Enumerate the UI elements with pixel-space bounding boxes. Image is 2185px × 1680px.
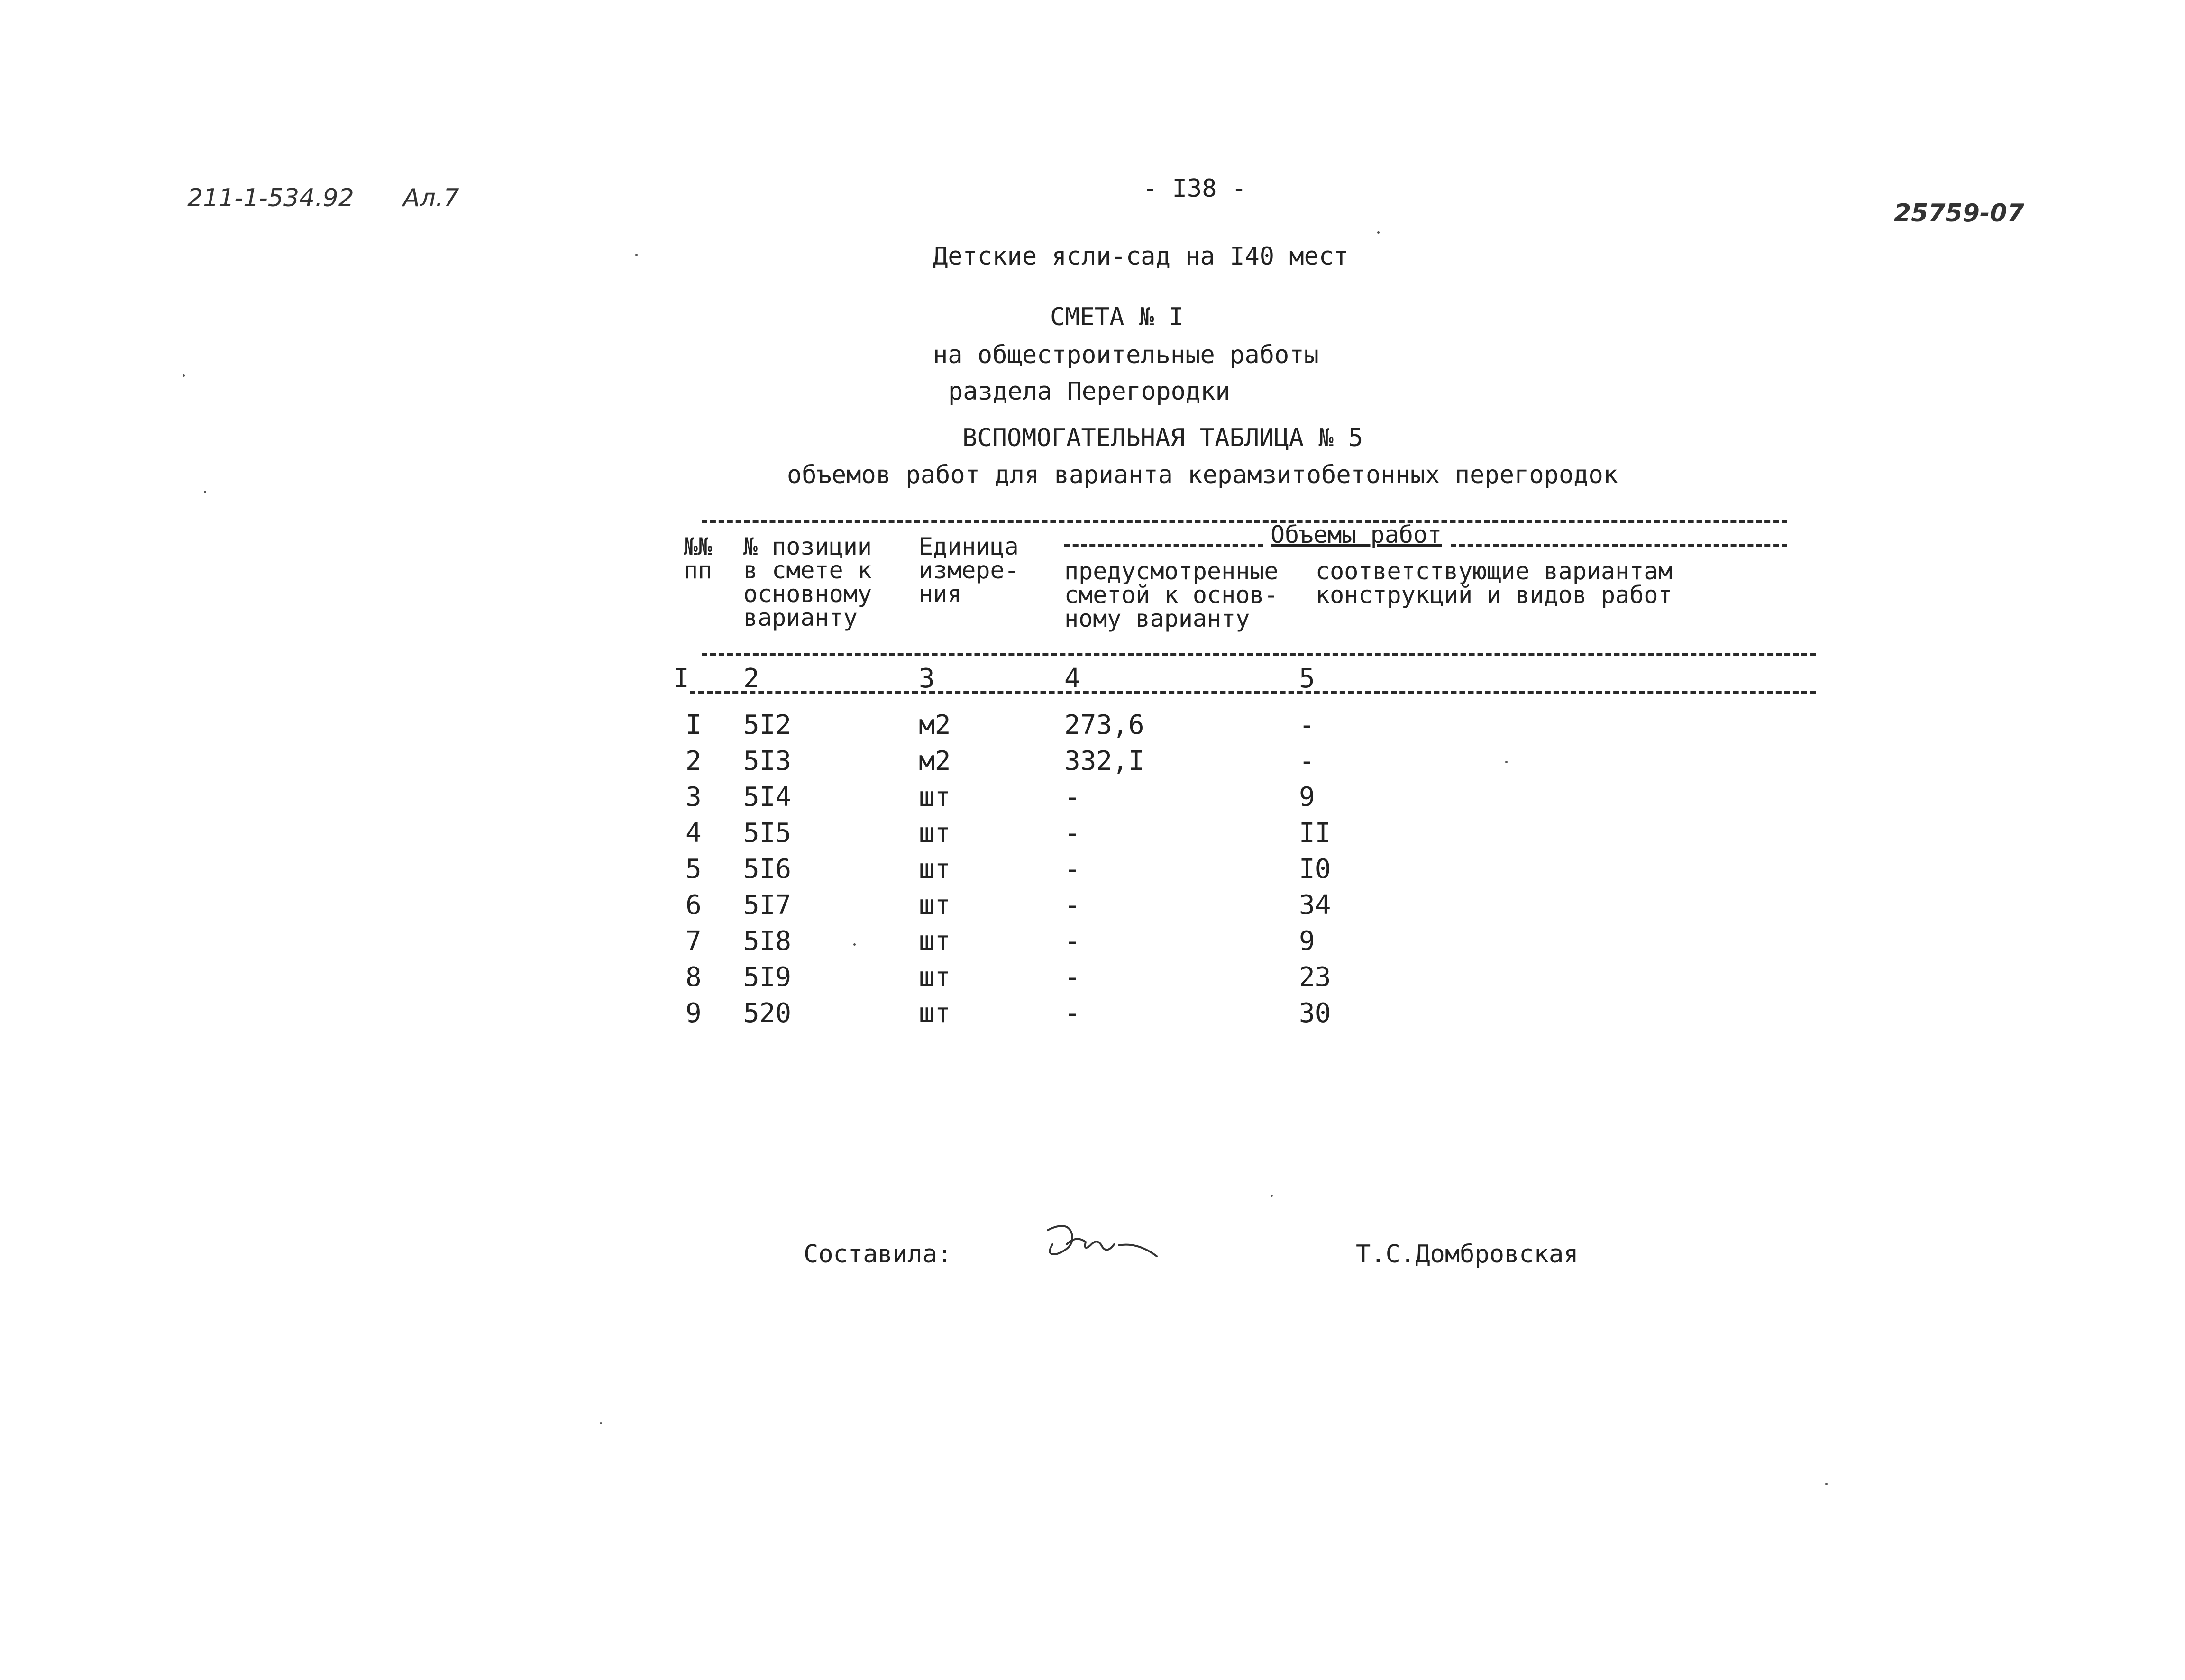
row-unit: м2 — [919, 746, 951, 776]
row-base-volume: 332,I — [1064, 746, 1144, 776]
title-building: Детские ясли-сад на I40 мест — [933, 242, 1349, 271]
row-base-volume: 273,6 — [1064, 710, 1144, 740]
row-unit: шт — [919, 998, 951, 1029]
row-position: 5I5 — [743, 818, 792, 849]
group-rule-left — [1064, 544, 1263, 547]
header-number: №№ пп — [684, 533, 713, 584]
row-number: I — [686, 710, 702, 740]
row-base-volume: - — [1064, 782, 1080, 813]
row-base-volume: - — [1064, 998, 1080, 1029]
scan-speck — [183, 374, 185, 377]
row-position: 520 — [743, 998, 792, 1029]
row-variant-volume: - — [1299, 710, 1315, 740]
row-variant-volume: II — [1299, 818, 1331, 849]
row-variant-volume: 34 — [1299, 890, 1331, 921]
title-aux-table: ВСПОМОГАТЕЛЬНАЯ ТАБЛИЦА № 5 — [962, 424, 1363, 452]
row-variant-volume: 9 — [1299, 782, 1315, 813]
column-number: 4 — [1064, 663, 1080, 694]
row-unit: шт — [919, 782, 951, 813]
row-base-volume: - — [1064, 818, 1080, 849]
row-position: 5I3 — [743, 746, 792, 776]
page-number: - I38 - — [1143, 174, 1247, 203]
row-position: 5I2 — [743, 710, 792, 740]
compiler-name: Т.С.Домбровская — [1356, 1240, 1579, 1269]
row-variant-volume: 23 — [1299, 962, 1331, 993]
column-number: 2 — [743, 663, 759, 694]
title-works: на общестроительные работы — [933, 341, 1319, 369]
compiled-by-label: Составила: — [804, 1240, 952, 1269]
row-unit: м2 — [919, 710, 951, 740]
signature-mark — [1038, 1216, 1171, 1273]
column-number: I — [673, 663, 689, 694]
header-bottom-rule — [702, 653, 1816, 656]
header-position: № позиции в смете к основному варианту — [743, 533, 872, 631]
row-variant-volume: 9 — [1299, 926, 1315, 957]
title-section: раздела Перегородки — [948, 377, 1230, 406]
scan-speck — [1271, 1195, 1273, 1197]
corner-right-code: 25759-07 — [1894, 199, 2024, 228]
row-variant-volume: 30 — [1299, 998, 1331, 1029]
title-volumes: объемов работ для варианта керамзитобетонных перегородок — [787, 461, 1618, 489]
corner-left-code: 211-1-534.92 — [187, 184, 354, 212]
scan-speck — [600, 1422, 602, 1424]
row-unit: шт — [919, 854, 951, 885]
row-unit: шт — [919, 890, 951, 921]
row-base-volume: - — [1064, 926, 1080, 957]
row-number: 5 — [686, 854, 702, 885]
header-variant-constructions: соответствующие вариантам конструкций и видов работ — [1316, 557, 1673, 609]
row-base-volume: - — [1064, 854, 1080, 885]
row-number: 8 — [686, 962, 702, 993]
row-position: 5I6 — [743, 854, 792, 885]
row-position: 5I4 — [743, 782, 792, 813]
row-variant-volume: - — [1299, 746, 1315, 776]
header-unit: Единица измере- ния — [919, 533, 1019, 608]
scan-speck — [1377, 231, 1380, 234]
row-base-volume: - — [1064, 962, 1080, 993]
row-unit: шт — [919, 818, 951, 849]
column-number: 5 — [1299, 663, 1315, 694]
column-numbers-rule — [690, 691, 1816, 694]
table-top-rule — [702, 520, 1787, 523]
row-number: 3 — [686, 782, 702, 813]
scan-speck — [635, 254, 638, 256]
row-position: 5I9 — [743, 962, 792, 993]
row-base-volume: - — [1064, 890, 1080, 921]
row-number: 9 — [686, 998, 702, 1029]
row-unit: шт — [919, 926, 951, 957]
row-unit: шт — [919, 962, 951, 993]
row-number: 4 — [686, 818, 702, 849]
corner-left-album: Ал.7 — [403, 184, 459, 212]
row-position: 5I8 — [743, 926, 792, 957]
column-number: 3 — [919, 663, 935, 694]
row-number: 6 — [686, 890, 702, 921]
scan-speck — [1505, 761, 1508, 763]
row-number: 2 — [686, 746, 702, 776]
scan-speck — [1825, 1483, 1828, 1485]
title-estimate: СМЕТА № I — [1050, 303, 1184, 331]
header-volumes-group: Объемы работ — [1271, 521, 1442, 548]
header-base-variant: предусмотренные сметой к основ- ному варианту — [1064, 557, 1279, 632]
scan-speck — [853, 943, 856, 946]
group-rule-right — [1451, 544, 1787, 547]
scan-speck — [204, 491, 206, 493]
row-number: 7 — [686, 926, 702, 957]
row-position: 5I7 — [743, 890, 792, 921]
row-variant-volume: I0 — [1299, 854, 1331, 885]
